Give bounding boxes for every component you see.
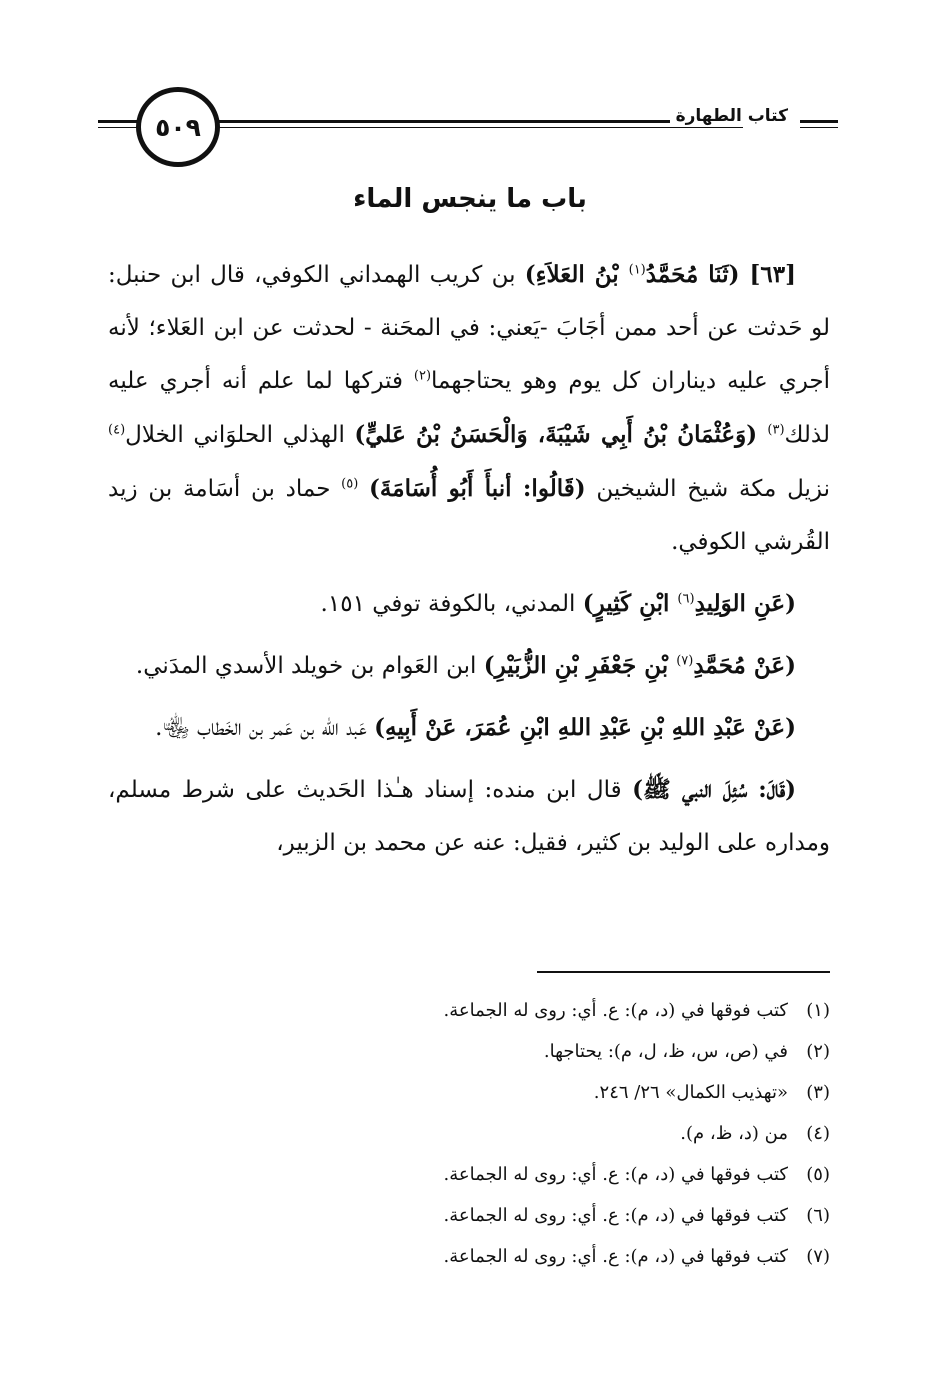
footnote-ref: (٤) — [108, 422, 126, 438]
page-number: ٥٠٩ — [136, 87, 220, 167]
paragraph — [108, 248, 830, 569]
quoted-text: (قَالَ: سُئِلَ النبي ﷺ) — [632, 776, 796, 803]
commentary-text: المدني، بالكوفة توفي ١٥١. — [320, 591, 583, 617]
quoted-text: (عَنْ مُحَمَّدِ — [693, 652, 796, 679]
quoted-text: (وَعُثْمَانُ بْنُ أَبِي شَيْبَةَ، وَالْحَسَنُ بْنُ عَليٍّ) — [354, 421, 768, 448]
header-rule — [800, 127, 838, 128]
paragraph — [108, 639, 830, 693]
footnote-ref: (١) — [628, 262, 646, 278]
commentary-text: قال ابن منده: إسناد هـٰذا الحَديث على شرط مسلم، ومداره على الوليد بن كثير، فقيل: عنه عن محمد بن الزبير، — [108, 777, 830, 856]
footnotes — [140, 990, 830, 1277]
footnote-number: (١) — [806, 1000, 830, 1021]
quoted-text: (قَالُوا: أنبأَ أَبُو أُسَامَةَ) — [369, 475, 586, 502]
footnote — [140, 990, 830, 1031]
commentary-text — [358, 476, 369, 502]
quoted-text: [٦٣] (ثَنَا مُحَمَّدُ — [645, 261, 796, 288]
paragraph — [108, 701, 830, 755]
header-rule — [208, 120, 743, 123]
footnote-text: كتب فوقها في (د، م): ع. أي: روى له الجماعة. — [443, 1000, 788, 1021]
chapter-title: باب ما ينجس الماء — [353, 184, 587, 214]
quoted-text: بْنِ جَعْفَرِ بْنِ الزُّبَيْرِ) — [483, 652, 677, 679]
footnote — [140, 1031, 830, 1072]
footnote-ref: (٧) — [676, 653, 694, 669]
footnote — [140, 1113, 830, 1154]
commentary-text: فتركها لما علم أنه أجري عليه لذلك — [108, 368, 830, 448]
footnote — [140, 1072, 830, 1113]
footnote-text: من (د، ظ، م). — [680, 1123, 788, 1144]
quoted-text: (عَنْ عَبْدِ اللهِ بْنِ عَبْدِ اللهِ ابْنِ عُمَرَ، عَنْ أَبِيهِ) — [374, 714, 796, 741]
footnote-number: (٣) — [806, 1082, 830, 1103]
running-title: كتاب الطهارة — [670, 106, 794, 126]
footnote-separator — [537, 971, 830, 973]
paragraph — [108, 763, 830, 870]
footnote — [140, 1195, 830, 1236]
running-header — [98, 92, 838, 172]
footnote-ref: (٥) — [341, 476, 359, 492]
quoted-text: ابْنِ كَثِيرٍ) — [582, 590, 678, 617]
footnote-ref: (٢) — [413, 368, 432, 384]
footnote-number: (٦) — [806, 1205, 830, 1226]
header-rule — [800, 120, 838, 123]
footnote-text: كتب فوقها في (د، م): ع. أي: روى له الجماعة. — [443, 1246, 788, 1267]
footnote-number: (٢) — [806, 1041, 830, 1062]
footnote-text: في (ص، س، ظ، ل، م): يحتاجها. — [543, 1041, 788, 1062]
commentary-text: نزيل مكة شيخ الشيخين — [585, 476, 830, 502]
quoted-text: (عَنِ الوَلِيدِ — [694, 590, 796, 617]
header-rule — [98, 120, 138, 123]
header-rule — [208, 127, 743, 128]
footnote-number: (٤) — [806, 1123, 830, 1144]
footnote-ref: (٦) — [677, 591, 695, 607]
paragraph — [108, 577, 830, 631]
header-rule — [98, 127, 138, 128]
commentary-text: حماد بن أسَامة بن زيد القُرشي الكوفي. — [108, 476, 830, 555]
quoted-text: بْنُ العَلاَءِ) — [524, 261, 629, 288]
commentary-text: بن كريب الهمداني الكوفي، قال ابن حنبل: لو حَدثت عن أحد ممن أجَابَ -يَعني: في المحَنة - لحدثت عن ابن العَلاء؛ لأنه أجري عليه ديناران كل يوم وهو يحتاجهما — [108, 262, 830, 394]
footnote — [140, 1154, 830, 1195]
main-text — [108, 248, 830, 878]
footnote-ref: (٣) — [767, 422, 785, 438]
commentary-text: الهذلي الحلوَاني الخلال — [125, 422, 355, 448]
footnote-text: كتب فوقها في (د، م): ع. أي: روى له الجماعة. — [443, 1164, 788, 1185]
footnote-number: (٧) — [806, 1246, 830, 1267]
footnote-text: «تهذيب الكمال» ٢٦/ ٢٤٦. — [593, 1082, 788, 1103]
commentary-text: عَبد الله بن عَمر بن الخَطاب ﵄. — [155, 715, 375, 741]
footnote — [140, 1236, 830, 1277]
commentary-text: ابن العَوام بن خويلد الأسدي المدَني. — [135, 653, 484, 679]
footnote-text: كتب فوقها في (د، م): ع. أي: روى له الجماعة. — [443, 1205, 788, 1226]
footnote-number: (٥) — [806, 1164, 830, 1185]
